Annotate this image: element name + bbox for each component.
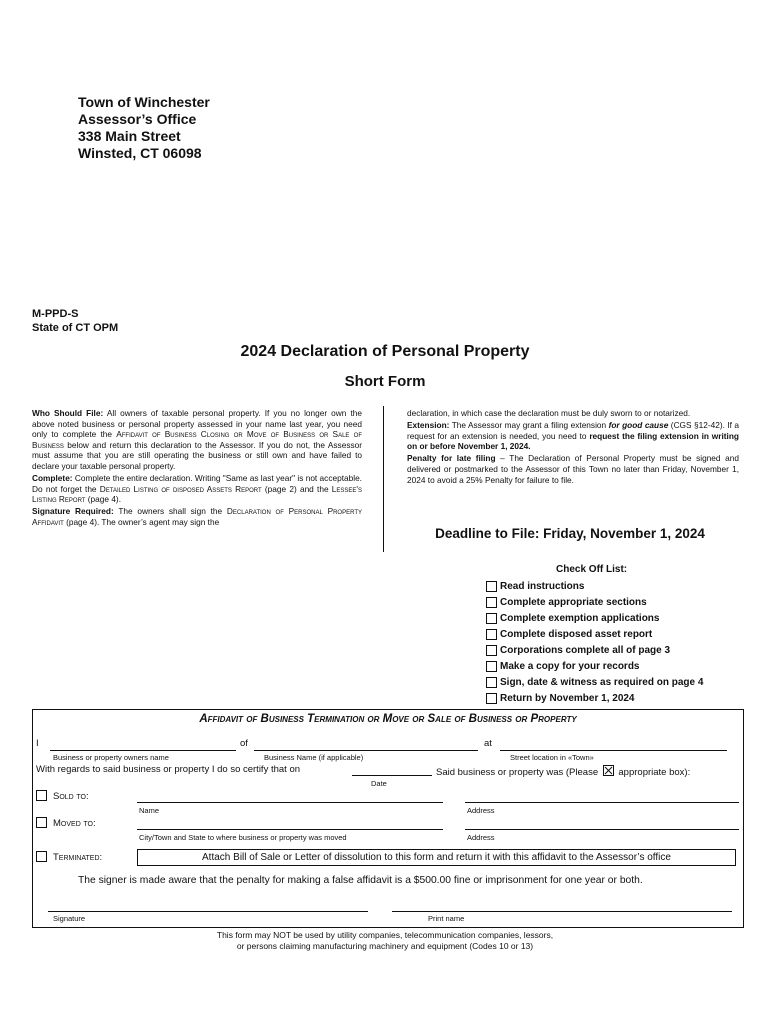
extension-request-emphasis: request the filing extension in writing on or before November 1, 2024. (407, 430, 739, 452)
signature-caption: Signature (53, 914, 86, 923)
sold-to-label: Sold to: (53, 791, 89, 802)
moved-to-address-caption: Address (467, 833, 495, 842)
penalty-label: Penalty for late filing (407, 453, 496, 464)
address-line-2: Assessor’s Office (78, 111, 197, 127)
checklist-item[interactable] (486, 674, 703, 690)
checkoff-list (486, 578, 703, 706)
address-line-1: Town of Winchester (78, 94, 210, 110)
checklist-item[interactable] (486, 690, 703, 706)
business-name-field[interactable] (254, 750, 478, 751)
attach-instructions: Attach Bill of Sale or Letter of dissolution to this form and return it with this affidavit to the Assessor’s office (137, 849, 736, 866)
sold-to-name-caption: Name (139, 806, 160, 815)
page-title: 2024 Declaration of Personal Property (240, 343, 530, 360)
penalty-text: – The Declaration of Personal Property must be signed and delivered or postmarked to the Assessor of this Town no later than Friday, November 1, 2024 to avoid a 25% Penalty for failure to file. (407, 453, 739, 485)
penalty-paragraph (407, 453, 739, 485)
checklist-item-label: Sign, date & witness as required on page 4 (500, 676, 704, 688)
instructions-left-column (32, 408, 362, 529)
checklist-item[interactable] (486, 594, 703, 610)
checkbox[interactable] (486, 581, 497, 592)
sold-to-address-field[interactable] (465, 802, 739, 803)
who-should-file-label: Who Should File: (32, 408, 104, 418)
checkbox[interactable] (486, 597, 497, 608)
extension-label: Extension: (407, 420, 450, 431)
who-should-file-text: All owners of taxable personal property. If you no longer own the above noted business or personal property assessed in your name last year, you need only to complete the (32, 408, 362, 440)
false-affidavit-penalty-note: The signer is made aware that the penalty for making a false affidavit is a $500.00 fine or imprisonment for one year or both. (78, 875, 643, 886)
moved-to-label: Moved to: (53, 818, 96, 829)
disposed-assets-reference: Detailed Listing of disposed Assets Report (99, 483, 262, 494)
checklist-item[interactable] (486, 610, 703, 626)
signature-field[interactable] (48, 911, 368, 912)
certify-text: With regards to said business or property I do so certify that on (36, 764, 301, 775)
assessor-address (78, 94, 210, 162)
affidavit-title: Affidavit of Business Termination or Move or Sale of Business or Property (199, 713, 577, 725)
complete-text-3: (page 4). (85, 494, 121, 505)
checklist-item-label: Make a copy for your records (500, 660, 640, 672)
terminated-checkbox[interactable] (36, 851, 47, 862)
appropriate-box-label: appropriate box): (618, 767, 691, 778)
footer-line-2: or persons claiming manufacturing machinery and equipment (Codes 10 or 13) (236, 941, 534, 951)
form-id (32, 307, 118, 335)
affidavit-of-label: of (240, 738, 248, 749)
complete-paragraph (32, 473, 362, 505)
checked-box-icon (603, 765, 614, 776)
checkbox[interactable] (486, 613, 497, 624)
complete-text: Complete the entire declaration. Writing "Same as last year" is not acceptable. Do not forget the (32, 473, 362, 494)
moved-to-city-field[interactable] (137, 829, 443, 830)
terminated-label: Terminated: (53, 852, 103, 863)
sold-to-name-field[interactable] (137, 802, 443, 803)
checklist-item[interactable] (486, 578, 703, 594)
moved-to-checkbox[interactable] (36, 817, 47, 828)
instructions-right-column (407, 408, 739, 487)
checklist-item[interactable] (486, 626, 703, 642)
address-line-4: Winsted, CT 06098 (78, 145, 202, 161)
checklist-item-label: Complete exemption applications (500, 612, 660, 624)
print-name-caption: Print name (428, 914, 465, 923)
affidavit-reference: Affidavit of Business Closing or Move of Business or Sale of Business (32, 429, 362, 450)
form-issuer: State of CT OPM (32, 322, 119, 334)
complete-text-2: (page 2) and the (261, 483, 332, 494)
deadline-heading: Deadline to File: Friday, November 1, 2024 (435, 526, 705, 541)
date-field[interactable] (352, 775, 432, 776)
signature-required-label: Signature Required: (32, 506, 114, 517)
footer-note (0, 930, 770, 952)
business-name-caption: Business Name (if applicable) (264, 753, 364, 762)
checkbox[interactable] (486, 629, 497, 640)
print-name-field[interactable] (392, 911, 732, 912)
sold-to-address-caption: Address (467, 806, 495, 815)
footer-line-1: This form may NOT be used by utility companies, telecommunication companies, lessors, (216, 930, 554, 940)
address-line-3: 338 Main Street (78, 128, 181, 144)
checkbox[interactable] (486, 677, 497, 688)
declaration-affidavit-reference: Declaration of Personal Property Affidavit (32, 506, 362, 527)
signature-required-paragraph (32, 506, 362, 527)
lessee-listing-reference: Lessee's Listing Report (32, 483, 362, 505)
checklist-item-label: Read instructions (500, 580, 585, 592)
checkoff-title: Check Off List: (556, 564, 628, 575)
form-code: M-PPD-S (32, 308, 79, 320)
moved-to-city-caption: City/Town and State to where business or property was moved (139, 833, 347, 842)
continued-text: declaration, in which case the declaration must be duly sworn to or notarized. (407, 408, 691, 418)
affidavit-i-label: I (36, 738, 39, 749)
signature-required-text: The owners shall sign the (113, 506, 227, 517)
owner-name-field[interactable] (50, 750, 236, 751)
checkbox[interactable] (486, 693, 497, 704)
checklist-item-label: Corporations complete all of page 3 (500, 644, 671, 656)
complete-label: Complete: (32, 473, 73, 484)
extension-text-2: (CGS §12-42). If a request for an extension is needed, you need to (407, 420, 740, 441)
who-should-file-text-2: below and return this declaration to the Assessor. If you do not, the Assessor must assume that you are still operating the business or still own and have failed to declare your taxable personal property. (32, 439, 362, 471)
page-subtitle: Short Form (344, 373, 426, 390)
extension-paragraph (407, 420, 739, 452)
affidavit-box (32, 709, 744, 928)
extension-text: The Assessor may grant a filing extension (449, 420, 609, 431)
who-should-file-paragraph (32, 408, 362, 472)
said-business-text (436, 764, 690, 778)
good-cause-emphasis: for good cause (608, 420, 669, 431)
checklist-item[interactable] (486, 642, 703, 658)
checklist-item-label: Return by November 1, 2024 (500, 692, 635, 704)
location-caption: Street location in «Town» (510, 753, 594, 762)
checklist-item-label: Complete disposed asset report (500, 628, 653, 640)
said-business-label: Said business or property was (Please (436, 767, 599, 778)
sold-to-checkbox[interactable] (36, 790, 47, 801)
checkbox[interactable] (486, 645, 497, 656)
checkbox[interactable] (486, 661, 497, 672)
checklist-item[interactable] (486, 658, 703, 674)
checklist-item-label: Complete appropriate sections (500, 596, 647, 608)
moved-to-address-field[interactable] (465, 829, 739, 830)
affidavit-at-label: at (484, 738, 492, 749)
location-field[interactable] (500, 750, 727, 751)
date-caption: Date (371, 779, 387, 788)
owner-name-caption: Business or property owners name (53, 753, 169, 762)
signature-required-text-2: (page 4). The owner’s agent may sign the (63, 516, 220, 527)
